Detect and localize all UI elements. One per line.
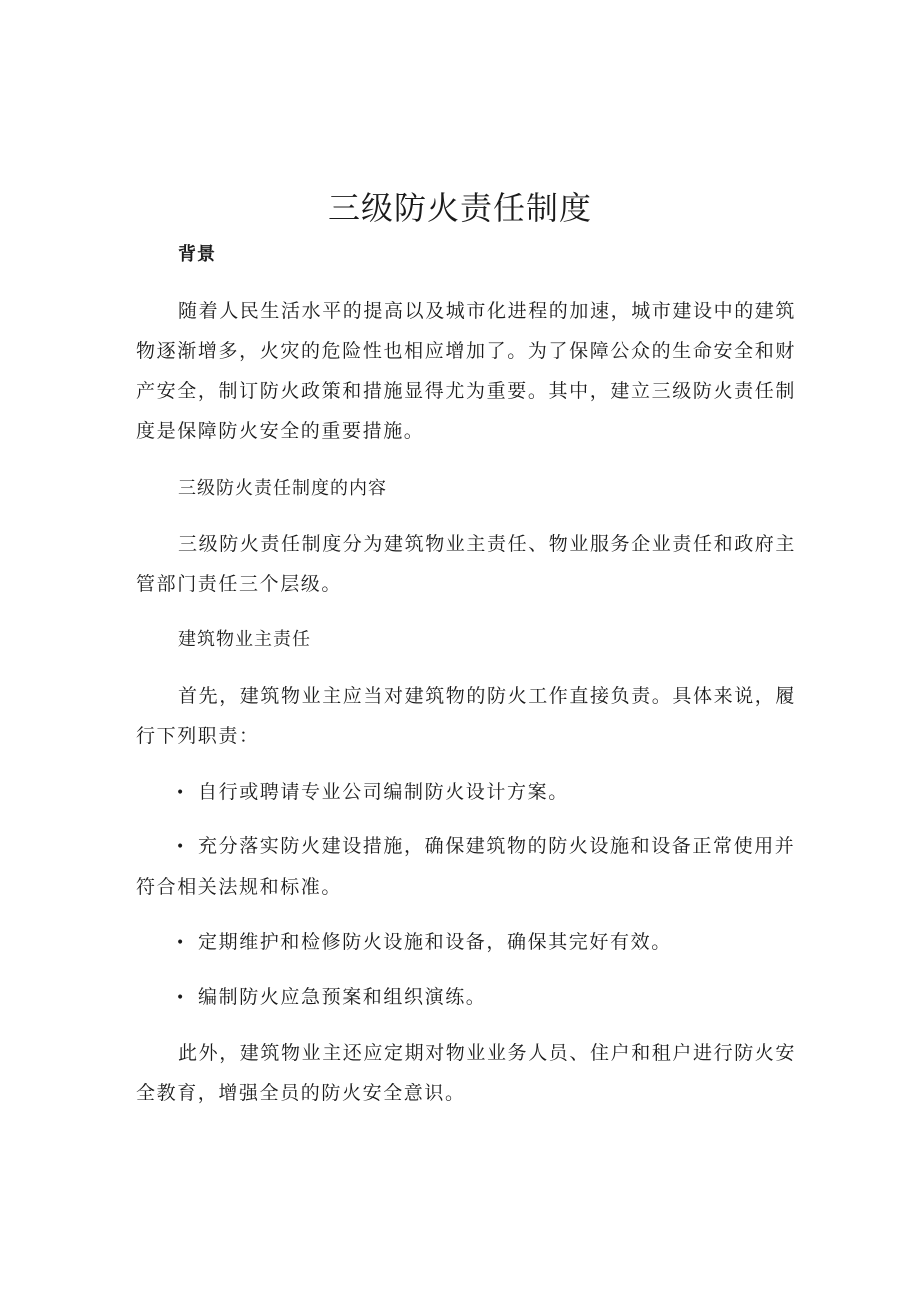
bullet-icon: • [176,785,186,801]
list-item [136,772,796,813]
list-item [136,922,796,963]
bullet-icon: • [176,935,186,951]
paragraph-owner-intro: 首先，建筑物业主应当对建筑物的防火工作直接负责。具体来说，履行下列职责： [136,685,797,747]
section-heading-background: 背景 [178,244,216,265]
document-title: 三级防火责任制度 [327,189,592,227]
section-heading-content: 三级防火责任制度的内容 [178,478,387,499]
bullet-icon: • [176,839,186,855]
paragraph-owner-closing: 此外，建筑物业主还应定期对物业业务人员、住户和租户进行防火安全教育，增强全员的防火安全意识。 [136,1042,797,1104]
list-item [136,826,796,907]
list-item [136,977,796,1018]
section-heading-owner: 建筑物业主责任 [178,629,311,650]
list-item-text: 自行或聘请专业公司编制防火设计方案。 [198,781,569,803]
list-item-text: 充分落实防火建设措施，确保建筑物的防火设施和设备正常使用并符合相关法规和标准。 [136,835,796,898]
paragraph-content: 三级防火责任制度分为建筑物业主责任、物业服务企业责任和政府主管部门责任三个层级。 [136,533,797,595]
list-item-text: 编制防火应急预案和组织演练。 [198,986,487,1008]
paragraph-background: 随着人民生活水平的提高以及城市化进程的加速，城市建设中的建筑物逐渐增多，火灾的危险性也相应增加了。为了保障公众的生命安全和财产安全，制订防火政策和措施显得尤为重要。其中，建立三级防火责任制度是保障防火安全的重要措施。 [136,300,797,442]
bullet-icon: • [176,990,186,1006]
list-item-text: 定期维护和检修防火设施和设备，确保其完好有效。 [198,931,672,953]
